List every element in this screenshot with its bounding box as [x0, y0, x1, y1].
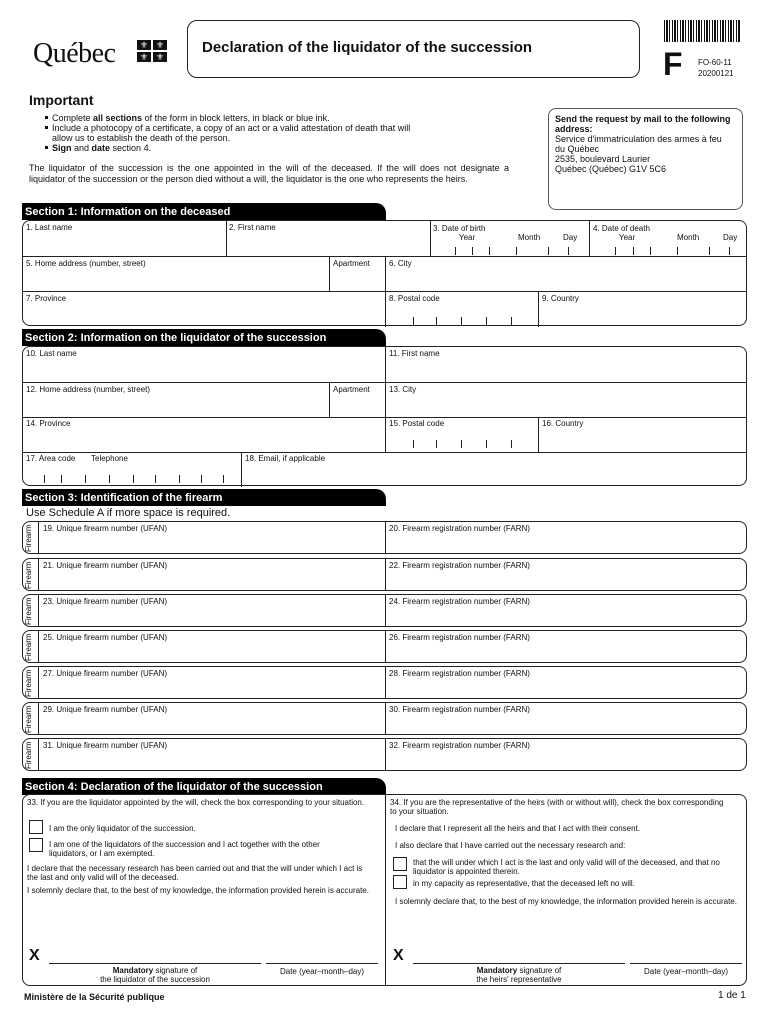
deceased-apartment-field[interactable] [330, 257, 385, 291]
liquidator-country-field[interactable] [539, 418, 748, 452]
deceased-address-label: 5. Home address (number, street) [26, 259, 146, 268]
farn-label: 24. Firearm registration number (FARN) [389, 597, 530, 606]
ufan-label: 27. Unique firearm number (UFAN) [43, 669, 168, 678]
ufan-field[interactable] [39, 703, 385, 736]
telephone-field[interactable] [23, 453, 241, 487]
co-liquidator-checkbox[interactable] [29, 838, 43, 852]
ufan-label: 31. Unique firearm number (UFAN) [43, 741, 168, 750]
deceased-postal-label: 8. Postal code [389, 294, 440, 303]
ufan-field[interactable] [39, 522, 385, 555]
valid-will-label: that the will under which I act is the last and only valid will of the deceased, and that no liquidator is appointed therein. [413, 858, 720, 876]
instruction-item: Complete all sections of the form in block letters, in black or blue ink. [45, 113, 417, 123]
liquidator-signature-field[interactable] [49, 945, 261, 963]
representative-signature-label: Mandatory signature of the heirs' representative [476, 966, 562, 984]
only-liquidator-label: I am the only liquidator of the succession. [49, 824, 196, 833]
email-label: 18. Email, if applicable [245, 454, 326, 463]
page-number: 1 de 1 [718, 990, 746, 1001]
deceased-city-field[interactable] [386, 257, 748, 291]
liquidator-last-name-label: 10. Last name [26, 349, 77, 358]
farn-field[interactable] [386, 631, 748, 664]
instructions-list [45, 113, 417, 153]
instruction-item: Sign and date section 4. [45, 143, 417, 153]
representative-date-label: Date (year–month–day) [643, 967, 729, 976]
section-1-header: Section 1: Information on the deceased [22, 203, 386, 220]
liquidator-country-label: 16. Country [542, 419, 584, 428]
deceased-province-label: 7. Province [26, 294, 67, 303]
mailing-line: du Québec [555, 144, 600, 154]
farn-field[interactable] [386, 703, 748, 736]
barcode [664, 20, 740, 42]
ufan-label: 19. Unique firearm number (UFAN) [43, 524, 168, 533]
ufan-field[interactable] [39, 559, 385, 592]
deceased-city-label: 6. City [389, 259, 412, 268]
ministry-name: Ministère de la Sécurité publique [24, 992, 165, 1002]
section-4-box [22, 794, 747, 986]
represent-heirs-text: I declare that I represent all the heirs and that I act with their consent. [395, 824, 641, 833]
research-carried-text: I also declare that I have carried out the necessary research and: [395, 841, 626, 850]
firearm-side-label: Firearm [24, 561, 33, 590]
section-2-header: Section 2: Information on the liquidator of the succession [22, 329, 386, 346]
section-3-header: Section 3: Identification of the firearm [22, 489, 386, 506]
mailing-address-box [548, 108, 743, 210]
deceased-first-name-field[interactable] [227, 221, 430, 256]
representative-signature-field[interactable] [413, 945, 625, 963]
important-heading: Important [29, 92, 94, 108]
date-of-birth-field[interactable] [431, 241, 589, 256]
firearm-row [22, 521, 747, 554]
fleur-de-lis-icon: ⚜ ⚜ ⚜ ⚜ [137, 40, 167, 62]
research-declaration: I declare that the necessary research has been carried out and that the will under which I act is the last and only valid will of the deceased. [27, 864, 363, 882]
liquidator-province-label: 14. Province [26, 419, 71, 428]
representative-date-field[interactable] [630, 945, 742, 963]
liquidator-city-field[interactable] [386, 383, 748, 417]
liquidator-last-name-field[interactable] [23, 347, 385, 382]
farn-label: 30. Firearm registration number (FARN) [389, 705, 530, 714]
instruction-item: Include a photocopy of a certificate, a copy of an act or a valid attestation of death that will allow us to establish the death of the person. [45, 123, 417, 143]
farn-field[interactable] [386, 559, 748, 592]
deceased-province-field[interactable] [23, 292, 385, 327]
farn-field[interactable] [386, 595, 748, 628]
liquidator-apartment-field[interactable] [330, 383, 385, 417]
valid-will-checkbox[interactable] [393, 857, 407, 871]
ufan-label: 25. Unique firearm number (UFAN) [43, 633, 168, 642]
solemn-declaration-left: I solemnly declare that, to the best of my knowledge, the information provided herein is accurate. [27, 886, 369, 895]
mailing-line: Québec (Québec) G1V 5C6 [555, 164, 667, 174]
q33-text: 33. If you are the liquidator appointed by the will, check the box corresponding to your situation. [27, 798, 365, 807]
liquidator-first-name-label: 11. First name [389, 349, 440, 358]
ufan-field[interactable] [39, 667, 385, 700]
ufan-field[interactable] [39, 631, 385, 664]
farn-label: 28. Firearm registration number (FARN) [389, 669, 530, 678]
farn-label: 32. Firearm registration number (FARN) [389, 741, 530, 750]
quebec-logo: Québec [33, 38, 116, 69]
ufan-label: 23. Unique firearm number (UFAN) [43, 597, 168, 606]
ufan-label: 29. Unique firearm number (UFAN) [43, 705, 168, 714]
schedule-note: Use Schedule A if more space is required. [26, 507, 231, 519]
firearm-row [22, 630, 747, 663]
liquidator-address-field[interactable] [23, 383, 329, 417]
firearm-row [22, 738, 747, 771]
form-letter: F [663, 46, 683, 82]
deceased-last-name-field[interactable] [23, 221, 226, 256]
liquidator-address-label: 12. Home address (number, street) [26, 385, 151, 394]
liquidator-apartment-label: Apartment [333, 385, 370, 394]
deceased-country-field[interactable] [539, 292, 748, 327]
liquidator-postal-label: 15. Postal code [389, 419, 445, 428]
signature-x-right: X [393, 947, 404, 964]
date-of-death-label: 4. Date of death [593, 224, 650, 233]
firearm-row [22, 666, 747, 699]
form-code: FO-60-11 20200121 [698, 58, 734, 78]
farn-label: 22. Firearm registration number (FARN) [389, 561, 530, 570]
date-of-birth-label: 3. Date of birth [433, 224, 486, 233]
deceased-address-field[interactable] [23, 257, 329, 291]
liquidator-postal-field[interactable] [386, 418, 538, 452]
firearm-row [22, 594, 747, 627]
ufan-label: 21. Unique firearm number (UFAN) [43, 561, 168, 570]
intro-paragraph: The liquidator of the succession is the one appointed in the will of the deceased. If the will does not designate a liquidator of the succession or the person died without a will, the liquidator is the one who represents the heirs. [29, 163, 509, 184]
farn-field[interactable] [386, 522, 748, 555]
mailing-line: Service d'immatriculation des armes à feu [555, 134, 722, 144]
area-code-label: 17. Area code [26, 454, 76, 463]
liquidator-signature-label: Mandatory signature of the liquidator of the succession [100, 966, 210, 984]
farn-field[interactable] [386, 739, 748, 772]
deceased-first-name-label: 2. First name [229, 223, 276, 232]
liquidator-province-field[interactable] [23, 418, 385, 452]
deceased-apartment-label: Apartment [333, 259, 370, 268]
firearm-side-label: Firearm [24, 669, 33, 698]
no-will-label: in my capacity as representative, that the deceased left no will. [413, 879, 635, 888]
firearm-row [22, 558, 747, 591]
email-field[interactable] [242, 453, 748, 487]
deceased-last-name-label: 1. Last name [26, 223, 73, 232]
q34-text: 34. If you are the representative of the heirs (with or without will), check the box corresponding to your situation. [390, 798, 724, 816]
deceased-country-label: 9. Country [542, 294, 579, 303]
only-liquidator-checkbox[interactable] [29, 820, 43, 834]
firearm-side-label: Firearm [24, 524, 33, 553]
farn-field[interactable] [386, 667, 748, 700]
firearm-side-label: Firearm [24, 597, 33, 626]
solemn-declaration-right: I solemnly declare that, to the best of my knowledge, the information provided herein is accurate. [395, 897, 737, 906]
firearm-side-label: Firearm [24, 705, 33, 734]
firearm-side-label: Firearm [24, 633, 33, 662]
mailing-line: 2535, boulevard Laurier [555, 154, 651, 164]
deceased-postal-field[interactable] [386, 292, 538, 327]
section-1-box: 1. Last name 2. First name 3. Date of birth Year Month Day 4. Date of death Year Month Day 5. Home address (number, street) Apartment 6. City 7. Province 8. Postal code 9. Country [22, 220, 747, 326]
section-2-box [22, 346, 747, 486]
farn-label: 20. Firearm registration number (FARN) [389, 524, 530, 533]
no-will-checkbox[interactable] [393, 875, 407, 889]
section-4-header: Section 4: Declaration of the liquidator of the succession [22, 778, 386, 795]
firearm-side-label: Firearm [24, 741, 33, 770]
liquidator-date-field[interactable] [266, 945, 378, 963]
ufan-field[interactable] [39, 739, 385, 772]
ufan-field[interactable] [39, 595, 385, 628]
farn-label: 26. Firearm registration number (FARN) [389, 633, 530, 642]
document-title: Declaration of the liquidator of the succession [187, 20, 640, 78]
signature-x-left: X [29, 947, 40, 964]
date-of-death-field[interactable] [590, 241, 748, 256]
liquidator-first-name-field[interactable] [386, 347, 748, 382]
firearm-row [22, 702, 747, 735]
liquidator-date-label: Date (year–month–day) [279, 967, 365, 976]
mailing-heading: Send the request by mail to the following address: [555, 114, 731, 134]
liquidator-city-label: 13. City [389, 385, 417, 394]
telephone-label: Telephone [91, 454, 128, 463]
co-liquidator-label: I am one of the liquidators of the succession and I act together with the other liquidators, or I am exempted. [49, 840, 320, 858]
